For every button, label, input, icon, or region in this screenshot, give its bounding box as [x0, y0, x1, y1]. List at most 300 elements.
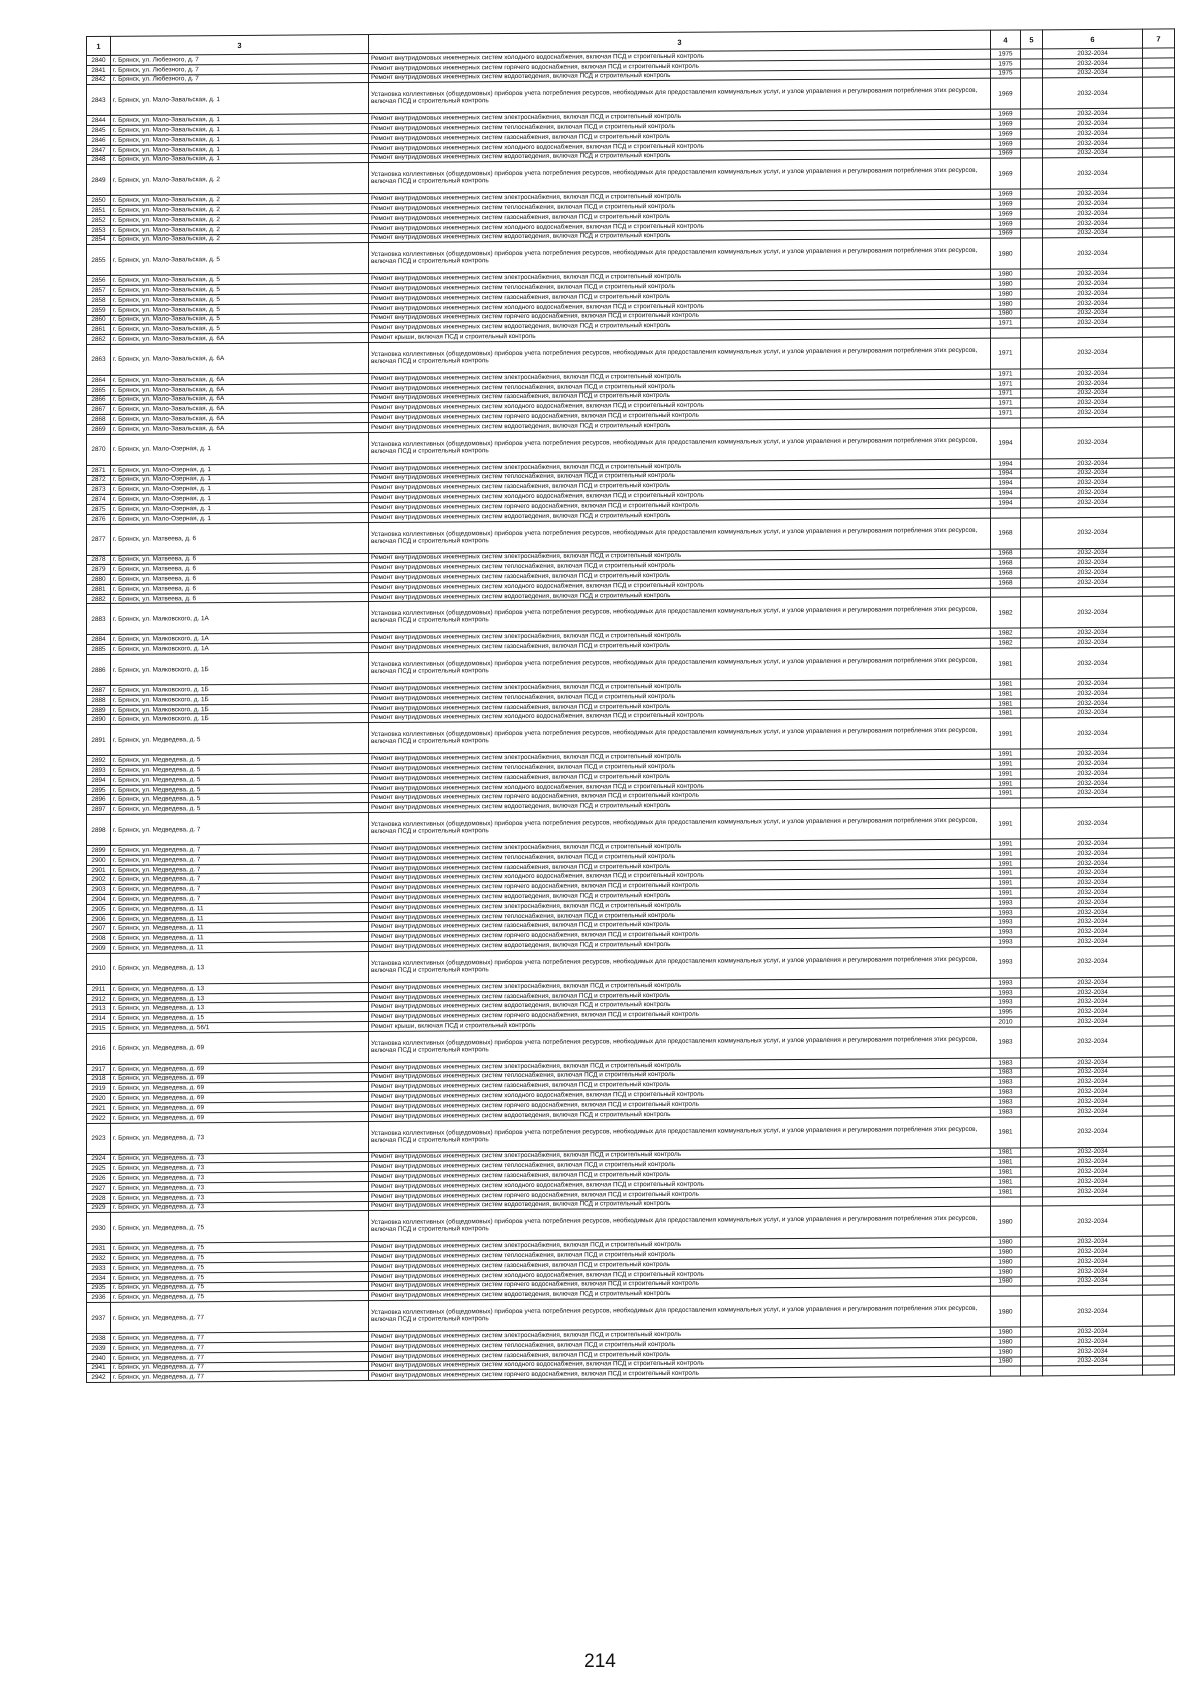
- address-cell: г. Брянск, ул. Матвеева, д. 6: [111, 582, 369, 594]
- col7-cell: [1143, 1016, 1175, 1026]
- period-cell: 2032-2034: [1043, 987, 1143, 997]
- col7-cell: [1143, 1295, 1175, 1326]
- work-description-cell: Ремонт внутридомовых инженерных систем электроснабжения, включая ПСД и строительный контроль: [369, 190, 991, 204]
- address-cell: г. Брянск, ул. Медведева, д. 73: [111, 1152, 369, 1164]
- period-cell: 2032-2034: [1043, 778, 1143, 788]
- work-description-cell: Ремонт внутридомовых инженерных систем теплоснабжения, включая ПСД и строительный контроль: [369, 908, 991, 922]
- row-number-cell: 2891: [87, 725, 111, 756]
- address-cell: г. Брянск, ул. Мало-Завальская, д. 2: [111, 213, 369, 225]
- col5-cell: [1021, 1116, 1043, 1147]
- col7-cell: [1143, 1176, 1175, 1186]
- row-number-cell: 2875: [87, 504, 111, 514]
- year-cell: 1981: [991, 1157, 1021, 1167]
- col5-cell: [1021, 517, 1043, 548]
- address-cell: г. Брянск, ул. Медведева, д. 75: [111, 1211, 369, 1244]
- period-cell: 2032-2034: [1043, 458, 1143, 468]
- address-cell: г. Брянск, ул. Медведева, д. 73: [111, 1172, 369, 1184]
- col5-cell: [1021, 1058, 1043, 1068]
- col5-cell: [1021, 129, 1043, 139]
- address-cell: г. Брянск, ул. Мало-Завальская, д. 5: [111, 284, 369, 296]
- year-cell: 1982: [991, 628, 1021, 638]
- period-cell: 2032-2034: [1043, 1256, 1143, 1266]
- year-cell: 1981: [991, 1177, 1021, 1187]
- row-number-cell: 2913: [87, 1004, 111, 1014]
- address-cell: г. Брянск, ул. Мало-Завальская, д. 6А: [111, 342, 369, 375]
- row-number-cell: 2850: [87, 196, 111, 206]
- row-number-cell: 2849: [87, 165, 111, 196]
- address-cell: г. Брянск, ул. Медведева, д. 13: [111, 951, 369, 984]
- period-cell: 2032-2034: [1043, 288, 1143, 298]
- address-cell: г. Брянск, ул. Мало-Озерная, д. 1: [111, 483, 369, 495]
- period-cell: 2032-2034: [1043, 708, 1143, 718]
- work-description-cell: Ремонт внутридомовых инженерных систем водоотведения, включая ПСД и строительный контроль: [369, 588, 991, 602]
- address-cell: г. Брянск, ул. Мало-Завальская, д. 2: [111, 233, 369, 245]
- col7-cell: [1143, 778, 1175, 788]
- col7-cell: [1143, 67, 1175, 77]
- address-cell: г. Брянск, ул. Медведева, д. 77: [111, 1351, 369, 1363]
- row-number-cell: 2942: [87, 1373, 111, 1383]
- address-cell: г. Брянск, ул. Мало-Озерная, д. 1: [111, 473, 369, 485]
- col5-cell: [1021, 1147, 1043, 1157]
- address-cell: г. Брянск, ул. Медведева, д. 75: [111, 1242, 369, 1254]
- period-cell: 2032-2034: [1043, 1326, 1143, 1336]
- row-number-cell: 2907: [87, 924, 111, 934]
- row-number-cell: 2921: [87, 1103, 111, 1113]
- col5-cell: [1021, 937, 1043, 947]
- col5-cell: [1021, 689, 1043, 699]
- col7-cell: [1143, 758, 1175, 768]
- col7-cell: [1143, 77, 1175, 108]
- row-number-cell: 2938: [87, 1333, 111, 1343]
- row-number-cell: 2920: [87, 1094, 111, 1104]
- row-number-cell: 2941: [87, 1363, 111, 1373]
- work-description-cell: Ремонт внутридомовых инженерных систем холодного водоснабжения, включая ПСД и строительный контроль: [369, 1267, 991, 1281]
- address-cell: г. Брянск, ул. Медведева, д. 69: [111, 1092, 369, 1104]
- row-number-cell: 2940: [87, 1353, 111, 1363]
- year-cell: 1980: [991, 299, 1021, 309]
- year-cell: 1994: [991, 428, 1021, 459]
- period-cell: 2032-2034: [1043, 557, 1143, 567]
- work-description-cell: Установка коллективных (общедомовых) приборов учета потребления ресурсов, необходимых для предоставления коммунальных услуг, и узлов управления и регулирования потребления этих ресурсов, включая ПСД и строительный контроль: [369, 338, 991, 373]
- work-description-cell: Ремонт внутридомовых инженерных систем горячего водоснабжения, включая ПСД и строительный контроль: [369, 408, 991, 422]
- col7-cell: [1143, 1275, 1175, 1285]
- address-cell: г. Брянск, ул. Мало-Завальская, д. 5: [111, 243, 369, 276]
- work-description-cell: Установка коллективных (общедомовых) приборов учета потребления ресурсов, необходимых для предоставления коммунальных услуг, и узлов управления и регулирования потребления этих ресурсов, включая ПСД и строительный контроль: [369, 1027, 991, 1062]
- col5-cell: [1021, 548, 1043, 558]
- row-number-cell: 2930: [87, 1213, 111, 1244]
- col5-cell: [1021, 1206, 1043, 1237]
- year-cell: 1969: [991, 78, 1021, 109]
- col5-cell: [1021, 1327, 1043, 1337]
- col7-cell: [1143, 1166, 1175, 1176]
- row-number-cell: 2909: [87, 943, 111, 953]
- row-number-cell: 2894: [87, 775, 111, 785]
- address-cell: г. Брянск, ул. Медведева, д. 7: [111, 844, 369, 856]
- col7-cell: [1143, 647, 1175, 678]
- work-description-cell: Ремонт внутридомовых инженерных систем теплоснабжения, включая ПСД и строительный контроль: [369, 199, 991, 213]
- col7-cell: [1143, 118, 1175, 128]
- period-cell: 2032-2034: [1043, 1276, 1143, 1286]
- address-cell: г. Брянск, ул. Медведева, д. 15: [111, 1012, 369, 1024]
- year-cell: 1980: [991, 1296, 1021, 1327]
- col7-cell: [1143, 397, 1175, 407]
- period-cell: 2032-2034: [1043, 1336, 1143, 1346]
- year-cell: 1983: [991, 1077, 1021, 1087]
- period-cell: 2032-2034: [1043, 427, 1143, 459]
- row-number-cell: 2896: [87, 795, 111, 805]
- col5-cell: [1021, 379, 1043, 389]
- work-description-cell: Установка коллективных (общедомовых) приборов учета потребления ресурсов, необходимых для предоставления коммунальных услуг, и узлов управления и регулирования потребления этих ресурсов, включая ПСД и строительный контроль: [369, 428, 991, 463]
- col7-cell: [1143, 467, 1175, 477]
- col5-cell: [1021, 1286, 1043, 1296]
- row-number-cell: 2840: [87, 55, 111, 65]
- year-cell: [991, 418, 1021, 428]
- work-description-cell: Ремонт внутридомовых инженерных систем водоотведения, включая ПСД и строительный контроль: [369, 1107, 991, 1121]
- col5-cell: [1021, 468, 1043, 478]
- period-cell: 2032-2034: [1043, 109, 1143, 119]
- col7-cell: [1143, 1096, 1175, 1106]
- header-col-1: 1: [87, 36, 111, 55]
- year-cell: 1991: [991, 839, 1021, 849]
- period-cell: 2032-2034: [1043, 877, 1143, 887]
- period-cell: 2032-2034: [1043, 218, 1143, 228]
- address-cell: г. Брянск, ул. Медведева, д. 77: [111, 1341, 369, 1353]
- address-cell: г. Брянск, ул. Медведева, д. 73: [111, 1191, 369, 1203]
- work-description-cell: Ремонт внутридомовых инженерных систем горячего водоснабжения, включая ПСД и строительный контроль: [369, 1007, 991, 1021]
- year-cell: [991, 328, 1021, 338]
- col7-cell: [1143, 1355, 1175, 1365]
- work-description-cell: Ремонт внутридомовых инженерных систем газоснабжения, включая ПСД и строительный контроль: [369, 209, 991, 223]
- address-cell: г. Брянск, ул. Мало-Завальская, д. 5: [111, 303, 369, 315]
- address-cell: г. Брянск, ул. Мало-Завальская, д. 1: [111, 114, 369, 126]
- work-description-cell: Ремонт внутридомовых инженерных систем электроснабжения, включая ПСД и строительный контроль: [369, 1238, 991, 1252]
- period-cell: [1043, 1365, 1143, 1375]
- address-cell: г. Брянск, ул. Медведева, д. 13: [111, 982, 369, 994]
- year-cell: 1968: [991, 558, 1021, 568]
- col5-cell: [1021, 1177, 1043, 1187]
- period-cell: 2032-2034: [1043, 1356, 1143, 1366]
- address-cell: г. Брянск, ул. Матвеева, д. 6: [111, 553, 369, 565]
- header-col-7: 7: [1143, 29, 1175, 48]
- row-number-cell: 2878: [87, 555, 111, 565]
- period-cell: 2032-2034: [1043, 807, 1143, 839]
- address-cell: г. Брянск, ул. Мало-Завальская, д. 1: [111, 143, 369, 155]
- col7-cell: [1143, 1115, 1175, 1146]
- row-number-cell: 2868: [87, 414, 111, 424]
- row-number-cell: 2923: [87, 1123, 111, 1154]
- col7-cell: [1143, 1186, 1175, 1196]
- work-description-cell: Ремонт внутридомовых инженерных систем газоснабжения, включая ПСД и строительный контроль: [369, 1078, 991, 1092]
- year-cell: 1991: [991, 888, 1021, 898]
- address-cell: г. Брянск, ул. Медведева, д. 7: [111, 883, 369, 895]
- col5-cell: [1021, 338, 1043, 369]
- period-cell: 2032-2034: [1043, 1016, 1143, 1026]
- row-number-cell: 2886: [87, 654, 111, 685]
- work-description-cell: Ремонт внутридомовых инженерных систем электроснабжения, включая ПСД и строительный контроль: [369, 749, 991, 763]
- period-cell: 2032-2034: [1043, 1106, 1143, 1116]
- year-cell: [991, 1286, 1021, 1296]
- period-cell: 2032-2034: [1043, 468, 1143, 478]
- work-description-cell: Ремонт внутридомовых инженерных систем водоотведения, включая ПСД и строительный контроль: [369, 418, 991, 432]
- year-cell: [991, 1366, 1021, 1376]
- col5-cell: [1021, 1247, 1043, 1257]
- col7-cell: [1143, 387, 1175, 397]
- address-cell: г. Брянск, ул. Медведева, д. 7: [111, 813, 369, 846]
- row-number-cell: 2929: [87, 1203, 111, 1213]
- col7-cell: [1143, 378, 1175, 388]
- work-description-cell: Установка коллективных (общедомовых) приборов учета потребления ресурсов, необходимых для предоставления коммунальных услуг, и узлов управления и регулирования потребления этих ресурсов, включая ПСД и строительный контроль: [369, 598, 991, 633]
- col5-cell: [1021, 568, 1043, 578]
- col7-cell: [1143, 278, 1175, 288]
- col7-cell: [1143, 138, 1175, 148]
- period-cell: 2032-2034: [1043, 118, 1143, 128]
- col5-cell: [1021, 888, 1043, 898]
- col5-cell: [1021, 59, 1043, 69]
- address-cell: г. Брянск, ул. Матвеева, д. 6: [111, 592, 369, 604]
- col7-cell: [1143, 946, 1175, 977]
- col5-cell: [1021, 1157, 1043, 1167]
- row-number-cell: 2858: [87, 295, 111, 305]
- col7-cell: [1143, 768, 1175, 778]
- row-number-cell: 2926: [87, 1174, 111, 1184]
- col5-cell: [1021, 49, 1043, 59]
- work-description-cell: Ремонт внутридомовых инженерных систем газоснабжения, включая ПСД и строительный контроль: [369, 129, 991, 143]
- period-cell: 2032-2034: [1043, 917, 1143, 927]
- year-cell: 1983: [991, 1087, 1021, 1097]
- work-description-cell: Ремонт внутридомовых инженерных систем теплоснабжения, включая ПСД и строительный контроль: [369, 1337, 991, 1351]
- work-description-cell: Ремонт внутридомовых инженерных систем холодного водоснабжения, включая ПСД и строительный контроль: [369, 299, 991, 313]
- period-cell: 2032-2034: [1043, 228, 1143, 238]
- address-cell: г. Брянск, ул. Маяковского, д. 1Б: [111, 653, 369, 686]
- row-number-cell: 2842: [87, 75, 111, 85]
- col5-cell: [1021, 398, 1043, 408]
- work-description-cell: Ремонт внутридомовых инженерных систем теплоснабжения, включая ПСД и строительный контроль: [369, 558, 991, 572]
- year-cell: 1991: [991, 759, 1021, 769]
- work-description-cell: Ремонт внутридомовых инженерных систем газоснабжения, включая ПСД и строительный контроль: [369, 918, 991, 932]
- year-cell: 1980: [991, 1206, 1021, 1237]
- work-description-cell: Ремонт внутридомовых инженерных систем горячего водоснабжения, включая ПСД и строительный контроль: [369, 498, 991, 512]
- period-cell: 2032-2034: [1043, 268, 1143, 278]
- address-cell: г. Брянск, ул. Медведева, д. 69: [111, 1072, 369, 1084]
- address-cell: г. Брянск, ул. Медведева, д. 77: [111, 1361, 369, 1373]
- year-cell: 1983: [991, 1027, 1021, 1058]
- year-cell: 1971: [991, 379, 1021, 389]
- col7-cell: [1143, 58, 1175, 68]
- year-cell: 1991: [991, 868, 1021, 878]
- row-number-cell: 2843: [87, 85, 111, 116]
- col5-cell: [1021, 1077, 1043, 1087]
- year-cell: 1991: [991, 779, 1021, 789]
- address-cell: г. Брянск, ул. Мало-Завальская, д. 1: [111, 153, 369, 165]
- address-cell: г. Брянск, ул. Медведева, д. 11: [111, 922, 369, 934]
- col7-cell: [1143, 926, 1175, 936]
- row-number-cell: 2863: [87, 344, 111, 375]
- row-number-cell: 2841: [87, 65, 111, 75]
- work-description-cell: Ремонт внутридомовых инженерных систем теплоснабжения, включая ПСД и строительный контроль: [369, 279, 991, 293]
- col5-cell: [1021, 698, 1043, 708]
- row-number-cell: 2915: [87, 1023, 111, 1033]
- col5-cell: [1021, 978, 1043, 988]
- year-cell: 1981: [991, 1187, 1021, 1197]
- period-cell: 2032-2034: [1043, 597, 1143, 629]
- col5-cell: [1021, 1356, 1043, 1366]
- work-description-cell: Ремонт внутридомовых инженерных систем холодного водоснабжения, включая ПСД и строительный контроль: [369, 578, 991, 592]
- col7-cell: [1143, 1246, 1175, 1256]
- row-number-cell: 2912: [87, 994, 111, 1004]
- row-number-cell: 2905: [87, 904, 111, 914]
- row-number-cell: 2879: [87, 565, 111, 575]
- period-cell: 2032-2034: [1043, 946, 1143, 978]
- row-number-cell: 2914: [87, 1014, 111, 1024]
- address-cell: г. Брянск, ул. Медведева, д. 5: [111, 773, 369, 785]
- col7-cell: [1143, 298, 1175, 308]
- work-description-cell: Ремонт внутридомовых инженерных систем электроснабжения, включая ПСД и строительный контроль: [369, 898, 991, 912]
- year-cell: 1993: [991, 988, 1021, 998]
- row-number-cell: 2933: [87, 1263, 111, 1273]
- header-col-address: 3: [111, 35, 369, 56]
- work-description-cell: Ремонт внутридомовых инженерных систем холодного водоснабжения, включая ПСД и строительный контроль: [369, 779, 991, 793]
- col5-cell: [1021, 318, 1043, 328]
- period-cell: 2032-2034: [1043, 678, 1143, 688]
- col5-cell: [1021, 199, 1043, 209]
- col5-cell: [1021, 1366, 1043, 1376]
- work-description-cell: Ремонт внутридомовых инженерных систем теплоснабжения, включая ПСД и строительный контроль: [369, 119, 991, 133]
- row-number-cell: 2898: [87, 814, 111, 845]
- col5-cell: [1021, 189, 1043, 199]
- col7-cell: [1143, 237, 1175, 268]
- col7-cell: [1143, 1156, 1175, 1166]
- period-cell: 2032-2034: [1043, 148, 1143, 158]
- row-number-cell: 2853: [87, 225, 111, 235]
- work-description-cell: Ремонт внутридомовых инженерных систем горячего водоснабжения, включая ПСД и строительный контроль: [369, 1367, 991, 1381]
- row-number-cell: 2893: [87, 765, 111, 775]
- work-description-cell: Ремонт внутридомовых инженерных систем холодного водоснабжения, включая ПСД и строительный контроль: [369, 709, 991, 723]
- address-cell: г. Брянск, ул. Мало-Завальская, д. 6А: [111, 393, 369, 405]
- row-number-cell: 2872: [87, 475, 111, 485]
- work-description-cell: Ремонт внутридомовых инженерных систем холодного водоснабжения, включая ПСД и строительный контроль: [369, 219, 991, 233]
- work-description-cell: Ремонт внутридомовых инженерных систем теплоснабжения, включая ПСД и строительный контроль: [369, 469, 991, 483]
- work-description-cell: Ремонт крыши, включая ПСД и строительный контроль: [369, 1017, 991, 1031]
- period-cell: 2032-2034: [1043, 1086, 1143, 1096]
- work-description-cell: Ремонт внутридомовых инженерных систем газоснабжения, включая ПСД и строительный контроль: [369, 769, 991, 783]
- col7-cell: [1143, 1106, 1175, 1116]
- row-number-cell: 2871: [87, 465, 111, 475]
- year-cell: 1981: [991, 1117, 1021, 1148]
- col5-cell: [1021, 388, 1043, 398]
- col5-cell: [1021, 878, 1043, 888]
- address-cell: г. Брянск, ул. Маяковского, д. 1А: [111, 643, 369, 655]
- address-cell: г. Брянск, ул. Маяковского, д. 1Б: [111, 693, 369, 705]
- row-number-cell: 2861: [87, 325, 111, 335]
- year-cell: 1981: [991, 679, 1021, 689]
- col5-cell: [1021, 749, 1043, 759]
- work-description-cell: Ремонт внутридомовых инженерных систем газоснабжения, включая ПСД и строительный контроль: [369, 638, 991, 652]
- work-description-cell: Ремонт внутридомовых инженерных систем электроснабжения, включая ПСД и строительный контроль: [369, 679, 991, 693]
- col5-cell: [1021, 1017, 1043, 1027]
- row-number-cell: 2885: [87, 645, 111, 655]
- address-cell: г. Брянск, ул. Мало-Завальская, д. 2: [111, 204, 369, 216]
- col5-cell: [1021, 597, 1043, 628]
- work-description-cell: Ремонт внутридомовых инженерных систем холодного водоснабжения, включая ПСД и строительный контроль: [369, 1177, 991, 1191]
- work-description-cell: Ремонт внутридомовых инженерных систем водоотведения, включая ПСД и строительный контроль: [369, 937, 991, 951]
- col5-cell: [1021, 1196, 1043, 1206]
- col5-cell: [1021, 279, 1043, 289]
- work-description-cell: Ремонт внутридомовых инженерных систем теплоснабжения, включая ПСД и строительный контроль: [369, 849, 991, 863]
- period-cell: 2032-2034: [1043, 1077, 1143, 1087]
- address-cell: г. Брянск, ул. Медведева, д. 69: [111, 1082, 369, 1094]
- period-cell: 2032-2034: [1043, 1186, 1143, 1196]
- year-cell: 1983: [991, 1058, 1021, 1068]
- year-cell: 1991: [991, 749, 1021, 759]
- row-number-cell: 2932: [87, 1253, 111, 1263]
- col5-cell: [1021, 708, 1043, 718]
- row-number-cell: 2845: [87, 126, 111, 136]
- col7-cell: [1143, 337, 1175, 368]
- col7-cell: [1143, 1205, 1175, 1236]
- period-cell: 2032-2034: [1043, 337, 1143, 369]
- year-cell: 1993: [991, 978, 1021, 988]
- col5-cell: [1021, 308, 1043, 318]
- col5-cell: [1021, 1276, 1043, 1286]
- row-number-cell: 2857: [87, 285, 111, 295]
- year-cell: [991, 588, 1021, 598]
- work-description-cell: Ремонт внутридомовых инженерных систем водоотведения, включая ПСД и строительный контроль: [369, 508, 991, 522]
- col7-cell: [1143, 797, 1175, 807]
- col7-cell: [1143, 577, 1175, 587]
- period-cell: 2032-2034: [1043, 688, 1143, 698]
- work-description-cell: Ремонт внутридомовых инженерных систем горячего водоснабжения, включая ПСД и строительный контроль: [369, 1277, 991, 1291]
- col7-cell: [1143, 1195, 1175, 1205]
- col7-cell: [1143, 458, 1175, 468]
- col7-cell: [1143, 1146, 1175, 1156]
- col7-cell: [1143, 547, 1175, 557]
- col5-cell: [1021, 578, 1043, 588]
- work-description-cell: Ремонт внутридомовых инженерных систем теплоснабжения, включая ПСД и строительный контроль: [369, 1068, 991, 1082]
- col5-cell: [1021, 917, 1043, 927]
- col7-cell: [1143, 1365, 1175, 1375]
- year-cell: 1969: [991, 129, 1021, 139]
- capital-repair-table: [86, 28, 1175, 1383]
- period-cell: 2032-2034: [1043, 1166, 1143, 1176]
- col7-cell: [1143, 268, 1175, 278]
- year-cell: 2010: [991, 1017, 1021, 1027]
- col7-cell: [1143, 1266, 1175, 1276]
- work-description-cell: Установка коллективных (общедомовых) приборов учета потребления ресурсов, необходимых для предоставления коммунальных услуг, и узлов управления и регулирования потребления этих ресурсов, включая ПСД и строительный контроль: [369, 648, 991, 683]
- year-cell: 1971: [991, 369, 1021, 379]
- period-cell: 2032-2034: [1043, 907, 1143, 917]
- col5-cell: [1021, 1296, 1043, 1327]
- year-cell: 1980: [991, 1267, 1021, 1277]
- year-cell: 1981: [991, 708, 1021, 718]
- period-cell: 2032-2034: [1043, 308, 1143, 318]
- period-cell: 2032-2034: [1043, 1266, 1143, 1276]
- period-cell: 2032-2034: [1043, 1147, 1143, 1157]
- row-number-cell: 2902: [87, 875, 111, 885]
- work-description-cell: Ремонт внутридомовых инженерных систем газоснабжения, включая ПСД и строительный контроль: [369, 699, 991, 713]
- address-cell: г. Брянск, ул. Медведева, д. 77: [111, 1301, 369, 1334]
- row-number-cell: 2900: [87, 855, 111, 865]
- col7-cell: [1143, 897, 1175, 907]
- row-number-cell: 2870: [87, 434, 111, 465]
- col5-cell: [1021, 858, 1043, 868]
- year-cell: 1995: [991, 1007, 1021, 1017]
- year-cell: 1971: [991, 398, 1021, 408]
- period-cell: 2032-2034: [1043, 768, 1143, 778]
- work-description-cell: Ремонт внутридомовых инженерных систем горячего водоснабжения, включая ПСД и строительный контроль: [369, 59, 991, 73]
- work-description-cell: Ремонт внутридомовых инженерных систем холодного водоснабжения, включая ПСД и строительный контроль: [369, 1357, 991, 1371]
- row-number-cell: 2848: [87, 155, 111, 165]
- address-cell: г. Брянск, ул. Медведева, д. 5: [111, 793, 369, 805]
